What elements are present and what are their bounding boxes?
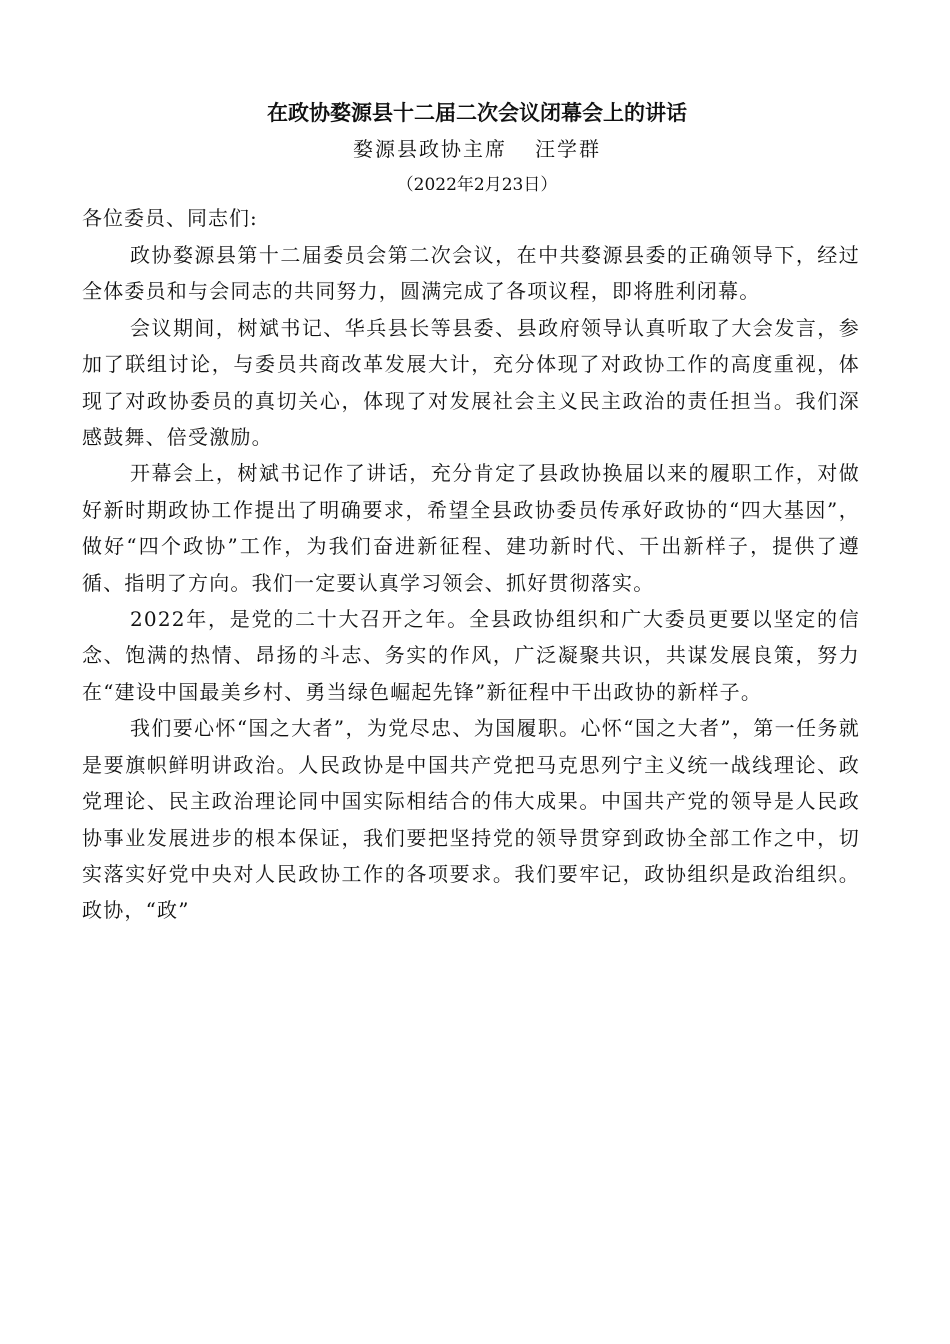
author-name: 汪学群 [535,137,601,161]
body-paragraph: 我们要心怀“国之大者”，为党尽忠、为国履职。心怀“国之大者”，第一任务就是要旗帜鲜明讲政治。人民政协是中国共产党把马克思列宁主义统一战线理论、政党理论、民主政治理论同中国实际相结合的伟大成果。中国共产党的领导是人民政协事业发展进步的根本保证，我们要把坚持党的领导贯穿到政协全部工作之中，切实落实好党中央对人民政协工作的各项要求。我们要牢记，政协组织是政治组织。政协，“政” [82,716,860,923]
document-title: 在政协婺源县十二届二次会议闭幕会上的讲话 [267,100,687,125]
salutation: 各位委员、同志们: [82,206,258,230]
body-paragraph: 政协婺源县第十二届委员会第二次会议，在中共婺源县委的正确领导下，经过全体委员和与会同志的共同努力，圆满完成了各项议程，即将胜利闭幕。 [82,243,860,304]
body-paragraph: 2022年，是党的二十大召开之年。全县政协组织和广大委员更要以坚定的信念、饱满的热情、昂扬的斗志、务实的作风，广泛凝聚共识，共谋发展良策，努力在“建设中国最美乡村、勇当绿色崛起先锋”新征程中干出政协的新样子。 [82,607,860,704]
document-body [82,200,860,929]
author-role: 婺源县政协主席 [353,137,507,161]
document-header [82,96,872,202]
body-paragraph: 会议期间，树斌书记、华兵县长等县委、县政府领导认真听取了大会发言，参加了联组讨论，与委员共商改革发展大计，充分体现了对政协工作的高度重视，体现了对政协委员的真切关心，体现了对发展社会主义民主政治的责任担当。我们深感鼓舞、倍受激励。 [82,315,860,450]
speech-date: （2022年2月23日） [396,175,558,195]
body-paragraph: 开幕会上，树斌书记作了讲话，充分肯定了县政协换届以来的履职工作，对做好新时期政协工作提出了明确要求，希望全县政协委员传承好政协的“四大基因”，做好“四个政协”工作，为我们奋进新征程、建功新时代、干出新样子，提供了遵循、指明了方向。我们一定要认真学习领会、抓好贯彻落实。 [82,461,860,595]
author-line [82,130,872,168]
